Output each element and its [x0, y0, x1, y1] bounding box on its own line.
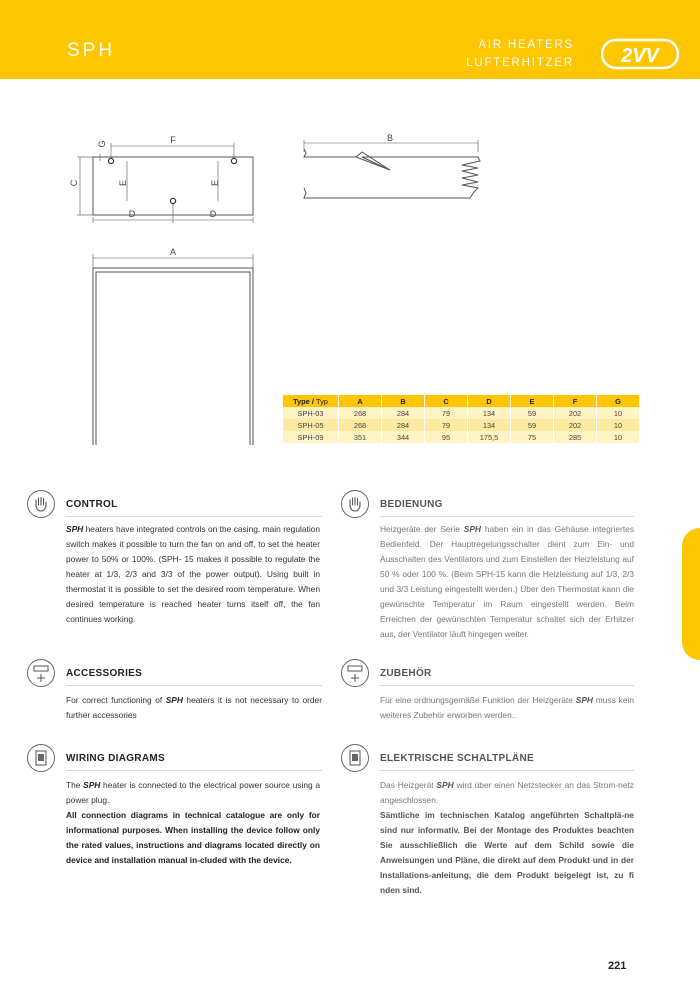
dim-label-b: B	[386, 133, 394, 143]
table-cell: 284	[382, 407, 425, 419]
col-g: G	[597, 395, 640, 407]
table-cell: 134	[468, 419, 511, 431]
dim-label-g: G	[97, 140, 107, 148]
page-number: 221	[608, 960, 627, 972]
category-de: LUFTERHITZER	[466, 57, 574, 69]
col-e: E	[511, 395, 554, 407]
control-text: SPH heaters have integrated controls on the casing. main regulation switch makes it possible to turn the fan on and off, to set the heater power to 50% or 100%. (SPH- 15 makes it possible to regulate the heater at 1/3, 2/3 and 3/3 of the power output). Using built in thermostat it is possible to set the desired room temperature. When desired temperature is reached heater turns itself off, the fan continues working.	[66, 524, 320, 624]
section-title-control: CONTROL	[66, 499, 118, 510]
col-a: A	[339, 395, 382, 407]
section-divider	[380, 770, 634, 771]
table-cell: 202	[554, 407, 597, 419]
col-c: C	[425, 395, 468, 407]
table-cell: 344	[382, 431, 425, 443]
section-title-bedienung: BEDIENUNG	[380, 499, 443, 510]
hand-icon	[341, 490, 369, 518]
table-cell: 79	[425, 419, 468, 431]
document-icon	[27, 744, 55, 772]
dim-label-f: F	[170, 135, 176, 145]
hand-icon	[27, 490, 55, 518]
category-en: AIR HEATERS	[478, 39, 574, 51]
table-cell: SPH-03	[283, 407, 339, 419]
table-row	[283, 431, 640, 443]
section-title-accessories: ACCESSORIES	[66, 668, 143, 679]
table-cell: 10	[597, 419, 640, 431]
brand-logo	[601, 38, 679, 70]
table-cell: 284	[382, 419, 425, 431]
section-divider	[380, 685, 634, 686]
table-cell: 59	[511, 407, 554, 419]
table-cell: 285	[554, 431, 597, 443]
col-b: B	[382, 395, 425, 407]
table-cell: 59	[511, 419, 554, 431]
section-divider	[380, 516, 634, 517]
table-cell: 75	[511, 431, 554, 443]
dim-label-e-right: E	[210, 179, 220, 187]
dim-label-e-left: E	[118, 179, 128, 187]
table-cell: SPH-09	[283, 431, 339, 443]
dim-label-d-right: D	[209, 209, 217, 219]
table-cell: 10	[597, 431, 640, 443]
section-title-schaltplaene: ELEKTRISCHE SCHALTPLÄNE	[380, 753, 534, 764]
section-title-zubehoer: ZUBEHÖR	[380, 668, 432, 679]
header-bar	[0, 0, 700, 79]
table-cell: 10	[597, 407, 640, 419]
table-cell: 95	[425, 431, 468, 443]
schaltplaene-text: Das Heizgerät SPH wird über einen Netzstecker an das Strom-netz angeschlossen. Sämtliche im technischen Katalog angeführten Schaltplä-ne sind nur informativ. Bei der Montage des Produktes beachten Sie ausschließlich die Werte auf dem Schild sowie die Anweisungen und Pläne, die direkt auf dem Produkt und in der Installations-anleitung, die dem Produkt beigelegt ist, zu fi nden sind.	[380, 780, 634, 895]
table-cell: 79	[425, 407, 468, 419]
section-divider	[66, 770, 322, 771]
spec-table	[283, 395, 640, 443]
table-row	[283, 419, 640, 431]
accessories-text: For correct functioning of SPH heaters it is not necessary to order further accessories	[66, 695, 322, 720]
accessory-plus-icon	[341, 659, 369, 687]
section-divider	[66, 516, 322, 517]
side-tab	[682, 528, 700, 660]
dim-label-d-left: D	[128, 209, 136, 219]
page-title: SPH	[67, 40, 116, 61]
table-cell: 351	[339, 431, 382, 443]
col-f: F	[554, 395, 597, 407]
document-icon	[341, 744, 369, 772]
wiring-text: The SPH heater is connected to the electrical power source using a power plug. All connection diagrams in technical catalogue are only for informational purposes. When installing the device follow only the rated values, instructions and diagrams located directly on device and installation manual in-cluded with the device.	[66, 780, 320, 865]
table-cell: 268	[339, 407, 382, 419]
col-type: Type / Typ	[293, 396, 328, 406]
table-cell: SPH-05	[283, 419, 339, 431]
section-divider	[66, 685, 322, 686]
bedienung-text: Heizgeräte der Serie SPH haben ein in das Gehäuse integriertes Bedienfeld. Der Hauptregelungsschalter dient zum Ein- und Ausschalten des Ventilators und zum Einstellen der Heizleistung auf 50 % oder 100 %. (Beim SPH-15 kann die Heizleistung auf 1/3, 2/3 und 3/3 Leistung eingestellt werden.) Über den Thermostat kann die gewünschte Temperatur im Raum eingestellt werden. Beim Erreichen der gewünschten Temperatur schaltet sich der Erhitzer aus, der Ventilator läuft hingegen weiter.	[380, 524, 635, 639]
table-row	[283, 407, 640, 419]
section-title-wiring: WIRING DIAGRAMS	[66, 753, 165, 764]
table-cell: 175,5	[468, 431, 511, 443]
table-cell: 134	[468, 407, 511, 419]
table-cell: 268	[339, 419, 382, 431]
dim-label-c: C	[69, 179, 79, 187]
accessory-plus-icon	[27, 659, 55, 687]
spec-table-header	[283, 395, 640, 407]
col-d: D	[468, 395, 511, 407]
logo-text: 2VV	[621, 45, 659, 67]
table-cell: 202	[554, 419, 597, 431]
zubehoer-text: Für eine ordnungsgemäße Funktion der Heizgeräte SPH muss kein weiteres Zubehör erworben werden..	[380, 695, 634, 720]
dim-label-a: A	[169, 247, 177, 257]
